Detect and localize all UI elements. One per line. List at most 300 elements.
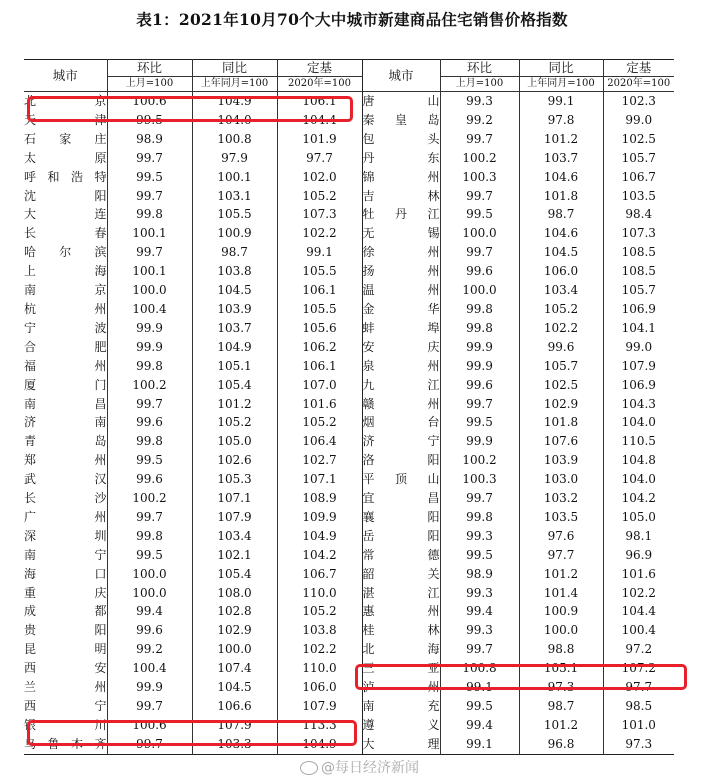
cell-mom-right: 100.3 xyxy=(440,470,519,489)
cell-fixed-left: 106.7 xyxy=(277,565,362,584)
cell-mom-left: 100.1 xyxy=(107,224,192,243)
cell-mom-right: 99.5 xyxy=(440,546,519,565)
cell-city-right: 金 华 xyxy=(362,300,440,319)
cell-mom-left: 99.5 xyxy=(107,111,192,130)
cell-mom-right: 99.6 xyxy=(440,262,519,281)
cell-yoy-left: 103.9 xyxy=(192,300,277,319)
header-yoy-left: 同比 xyxy=(192,60,277,77)
cell-yoy-right: 101.2 xyxy=(519,130,603,149)
cell-fixed-left: 101.6 xyxy=(277,395,362,414)
cell-fixed-right: 104.4 xyxy=(603,602,674,621)
cell-mom-right: 98.9 xyxy=(440,565,519,584)
cell-city-left: 郑 州 xyxy=(24,453,107,468)
cell-mom-right: 99.7 xyxy=(440,489,519,508)
table-row xyxy=(24,130,674,149)
header-city-left: 城市 xyxy=(24,60,107,92)
table-row xyxy=(24,451,674,470)
cell-city-left: 贵 阳 xyxy=(24,623,107,638)
cell-city-left: 西 宁 xyxy=(24,699,107,713)
cell-fixed-left: 102.2 xyxy=(277,224,362,243)
cell-city-right: 南 充 xyxy=(362,697,440,716)
cell-mom-right: 99.1 xyxy=(440,678,519,697)
cell-mom-right: 99.3 xyxy=(440,621,519,640)
cell-yoy-right: 100.9 xyxy=(519,602,603,621)
cell-yoy-right: 104.6 xyxy=(519,168,603,187)
cell-fixed-right: 97.3 xyxy=(603,735,674,754)
cell-city-right: 大 理 xyxy=(362,735,440,754)
cell-city-left: 兰 州 xyxy=(24,680,107,695)
cell-city-left: 哈尔滨 xyxy=(24,245,107,260)
cell-mom-left: 99.9 xyxy=(107,338,192,357)
cell-fixed-left: 110.0 xyxy=(277,584,362,603)
cell-fixed-left: 107.0 xyxy=(277,376,362,395)
cell-yoy-right: 97.8 xyxy=(519,111,603,130)
cell-mom-right: 99.4 xyxy=(440,716,519,735)
cell-mom-right: 100.2 xyxy=(440,451,519,470)
cell-city-right: 泸 州 xyxy=(362,678,440,697)
table-row xyxy=(24,338,674,357)
cell-yoy-left: 106.6 xyxy=(192,697,277,716)
cell-city-left: 福 州 xyxy=(24,358,107,373)
cell-city-left: 呼和浩特 xyxy=(24,169,107,184)
table-row xyxy=(24,395,674,414)
cell-fixed-left: 102.7 xyxy=(277,451,362,470)
cell-city-right: 三 亚 xyxy=(362,659,440,678)
cell-city-left: 杭 州 xyxy=(24,301,107,316)
cell-mom-left: 100.2 xyxy=(107,376,192,395)
cell-mom-left: 99.8 xyxy=(107,357,192,376)
cell-fixed-right: 110.5 xyxy=(603,432,674,451)
header-city-right: 城市 xyxy=(362,60,440,92)
cell-city-right: 常 德 xyxy=(362,546,440,565)
cell-mom-right: 99.8 xyxy=(440,319,519,338)
cell-fixed-right: 102.3 xyxy=(603,92,674,111)
cell-fixed-left: 105.5 xyxy=(277,262,362,281)
cell-fixed-left: 106.0 xyxy=(277,678,362,697)
cell-mom-right: 99.7 xyxy=(440,130,519,149)
cell-mom-right: 99.3 xyxy=(440,92,519,111)
table-row xyxy=(24,262,674,281)
cell-mom-left: 99.7 xyxy=(107,735,192,754)
cell-city-left: 石家庄 xyxy=(24,131,107,146)
cell-yoy-left: 103.1 xyxy=(192,187,277,206)
cell-city-right: 宜 昌 xyxy=(362,489,440,508)
cell-city-left: 沈 阳 xyxy=(24,188,107,203)
cell-yoy-right: 103.5 xyxy=(519,508,603,527)
cell-city-right: 洛 阳 xyxy=(362,451,440,470)
cell-city-left: 南 宁 xyxy=(24,547,107,562)
cell-yoy-right: 103.9 xyxy=(519,451,603,470)
cell-mom-left: 99.9 xyxy=(107,678,192,697)
cell-mom-left: 99.6 xyxy=(107,470,192,489)
table-row xyxy=(24,168,674,187)
cell-yoy-right: 99.1 xyxy=(519,92,603,111)
table-row xyxy=(24,489,674,508)
cell-city-right: 温 州 xyxy=(362,281,440,300)
cell-fixed-right: 107.3 xyxy=(603,224,674,243)
subheader-fixed-right: 2020年=100 xyxy=(603,77,674,92)
cell-city-right: 济 宁 xyxy=(362,432,440,451)
cell-mom-right: 100.0 xyxy=(440,224,519,243)
cell-mom-left: 99.5 xyxy=(107,168,192,187)
cell-fixed-right: 108.5 xyxy=(603,262,674,281)
cell-fixed-left: 107.3 xyxy=(277,205,362,224)
cell-mom-left: 99.7 xyxy=(107,149,192,168)
cell-fixed-left: 109.9 xyxy=(277,508,362,527)
cell-yoy-right: 102.2 xyxy=(519,319,603,338)
table-row xyxy=(24,470,674,489)
table-row xyxy=(24,205,674,224)
cell-mom-right: 100.3 xyxy=(440,168,519,187)
cell-city-left: 青 岛 xyxy=(24,434,107,449)
cell-fixed-right: 102.2 xyxy=(603,584,674,603)
cell-yoy-right: 102.5 xyxy=(519,376,603,395)
cell-yoy-right: 97.7 xyxy=(519,546,603,565)
cell-mom-right: 99.5 xyxy=(440,205,519,224)
cell-city-right: 丹 东 xyxy=(362,149,440,168)
cell-yoy-right: 100.0 xyxy=(519,621,603,640)
cell-fixed-right: 97.7 xyxy=(603,678,674,697)
table-row xyxy=(24,640,674,659)
cell-mom-left: 99.6 xyxy=(107,413,192,432)
subheader-fixed-left: 2020年=100 xyxy=(277,77,362,92)
cell-city-left: 武 汉 xyxy=(24,472,107,487)
cell-fixed-left: 110.0 xyxy=(277,659,362,678)
cell-fixed-left: 106.1 xyxy=(277,92,362,111)
cell-fixed-left: 107.9 xyxy=(277,697,362,716)
cell-yoy-left: 105.1 xyxy=(192,357,277,376)
cell-city-left: 宁 波 xyxy=(24,320,107,335)
cell-fixed-right: 99.0 xyxy=(603,111,674,130)
subheader-yoy-right: 上年同月=100 xyxy=(519,77,603,92)
table-row xyxy=(24,565,674,584)
cell-mom-right: 99.7 xyxy=(440,640,519,659)
cell-city-right: 遵 义 xyxy=(362,716,440,735)
cell-city-right: 九 江 xyxy=(362,376,440,395)
cell-city-right: 惠 州 xyxy=(362,602,440,621)
cell-yoy-right: 102.9 xyxy=(519,395,603,414)
cell-mom-left: 99.7 xyxy=(107,187,192,206)
cell-mom-right: 99.9 xyxy=(440,432,519,451)
cell-fixed-left: 107.1 xyxy=(277,470,362,489)
cell-mom-right: 100.2 xyxy=(440,149,519,168)
cell-yoy-right: 103.2 xyxy=(519,489,603,508)
table-row xyxy=(24,697,674,716)
cell-fixed-left: 106.1 xyxy=(277,281,362,300)
table-row xyxy=(24,432,674,451)
cell-yoy-left: 102.9 xyxy=(192,621,277,640)
cell-fixed-right: 103.5 xyxy=(603,187,674,206)
cell-city-left: 长 沙 xyxy=(24,491,107,506)
cell-yoy-left: 102.8 xyxy=(192,602,277,621)
cell-yoy-left: 104.9 xyxy=(192,338,277,357)
cell-yoy-left: 108.0 xyxy=(192,584,277,603)
cell-mom-left: 99.4 xyxy=(107,602,192,621)
cell-mom-left: 99.9 xyxy=(107,319,192,338)
cell-mom-left: 99.7 xyxy=(107,395,192,414)
cell-yoy-right: 101.4 xyxy=(519,584,603,603)
cell-yoy-right: 107.6 xyxy=(519,432,603,451)
cell-city-right: 无 锡 xyxy=(362,224,440,243)
cell-city-left: 太 原 xyxy=(24,150,107,165)
table-title: 表1：2021年10月70个大中城市新建商品住宅销售价格指数 xyxy=(136,10,568,29)
cell-fixed-left: 99.1 xyxy=(277,243,362,262)
cell-city-left: 银 川 xyxy=(24,717,107,732)
cell-city-left: 南 京 xyxy=(24,283,107,298)
watermark-text: @每日经济新闻 xyxy=(321,760,419,776)
cell-yoy-right: 103.4 xyxy=(519,281,603,300)
table-row xyxy=(24,376,674,395)
cell-city-right: 扬 州 xyxy=(362,262,440,281)
cell-city-left: 深 圳 xyxy=(24,528,107,543)
cell-city-right: 岳 阳 xyxy=(362,527,440,546)
cell-yoy-right: 98.7 xyxy=(519,205,603,224)
cell-mom-right: 99.5 xyxy=(440,697,519,716)
cell-mom-left: 99.6 xyxy=(107,621,192,640)
cell-city-left: 北 京 xyxy=(24,94,107,108)
cell-fixed-right: 96.9 xyxy=(603,546,674,565)
cell-fixed-right: 101.0 xyxy=(603,716,674,735)
cell-mom-right: 99.4 xyxy=(440,602,519,621)
cell-city-right: 平顶山 xyxy=(362,470,440,489)
cell-mom-left: 99.5 xyxy=(107,546,192,565)
cell-fixed-right: 98.4 xyxy=(603,205,674,224)
cell-yoy-right: 96.8 xyxy=(519,735,603,754)
cell-fixed-right: 102.5 xyxy=(603,130,674,149)
cell-mom-right: 99.2 xyxy=(440,111,519,130)
header-yoy-right: 同比 xyxy=(519,60,603,77)
cell-mom-left: 99.8 xyxy=(107,432,192,451)
cell-city-right: 赣 州 xyxy=(362,395,440,414)
cell-yoy-left: 103.4 xyxy=(192,527,277,546)
cell-yoy-left: 107.9 xyxy=(192,508,277,527)
cell-city-right: 吉 林 xyxy=(362,187,440,206)
header-fixed-right: 定基 xyxy=(603,60,674,77)
cell-fixed-left: 102.0 xyxy=(277,168,362,187)
cell-fixed-right: 104.1 xyxy=(603,319,674,338)
cell-mom-right: 99.7 xyxy=(440,243,519,262)
cell-yoy-left: 101.2 xyxy=(192,395,277,414)
cell-mom-left: 100.1 xyxy=(107,262,192,281)
cell-yoy-left: 105.0 xyxy=(192,432,277,451)
cell-mom-right: 99.9 xyxy=(440,357,519,376)
cell-fixed-left: 105.2 xyxy=(277,187,362,206)
cell-yoy-left: 105.4 xyxy=(192,565,277,584)
cell-city-right: 湛 江 xyxy=(362,584,440,603)
cell-yoy-left: 107.4 xyxy=(192,659,277,678)
cell-city-right: 秦皇岛 xyxy=(362,111,440,130)
cell-mom-right: 99.8 xyxy=(440,508,519,527)
cell-fixed-right: 98.5 xyxy=(603,697,674,716)
cell-fixed-left: 104.4 xyxy=(277,111,362,130)
cell-fixed-left: 106.1 xyxy=(277,357,362,376)
table-row xyxy=(24,659,674,678)
cell-mom-left: 100.6 xyxy=(107,716,192,735)
cell-yoy-left: 103.3 xyxy=(192,735,277,754)
watermark xyxy=(300,757,419,777)
cell-city-right: 唐 山 xyxy=(362,92,440,111)
cell-mom-left: 99.2 xyxy=(107,640,192,659)
cell-city-left: 长 春 xyxy=(24,226,107,241)
cell-yoy-left: 97.9 xyxy=(192,149,277,168)
cell-yoy-left: 104.5 xyxy=(192,281,277,300)
cell-yoy-left: 107.1 xyxy=(192,489,277,508)
cell-yoy-left: 102.1 xyxy=(192,546,277,565)
cell-yoy-left: 107.9 xyxy=(192,716,277,735)
cell-fixed-right: 105.0 xyxy=(603,508,674,527)
weibo-logo-icon xyxy=(300,761,318,775)
cell-city-right: 包 头 xyxy=(362,130,440,149)
table-row xyxy=(24,678,674,697)
cell-yoy-right: 98.7 xyxy=(519,697,603,716)
cell-fixed-left: 103.8 xyxy=(277,621,362,640)
cell-fixed-left: 104.9 xyxy=(277,527,362,546)
cell-yoy-left: 100.9 xyxy=(192,224,277,243)
table-row xyxy=(24,319,674,338)
cell-yoy-left: 100.1 xyxy=(192,168,277,187)
cell-fixed-left: 113.3 xyxy=(277,716,362,735)
table-row xyxy=(24,527,674,546)
cell-yoy-left: 105.4 xyxy=(192,376,277,395)
cell-mom-left: 99.8 xyxy=(107,205,192,224)
cell-fixed-left: 101.9 xyxy=(277,130,362,149)
cell-fixed-left: 105.5 xyxy=(277,300,362,319)
cell-city-left: 海 口 xyxy=(24,566,107,581)
cell-city-right: 牡丹江 xyxy=(362,205,440,224)
cell-mom-right: 100.0 xyxy=(440,281,519,300)
table-row xyxy=(24,413,674,432)
table-row xyxy=(24,546,674,565)
cell-city-left: 广 州 xyxy=(24,509,107,524)
cell-yoy-right: 106.0 xyxy=(519,262,603,281)
cell-mom-right: 99.6 xyxy=(440,376,519,395)
cell-yoy-left: 102.6 xyxy=(192,451,277,470)
cell-yoy-right: 103.0 xyxy=(519,470,603,489)
cell-yoy-right: 99.6 xyxy=(519,338,603,357)
cell-city-right: 蚌 埠 xyxy=(362,319,440,338)
table-body xyxy=(24,92,674,755)
cell-city-left: 合 肥 xyxy=(24,339,107,354)
cell-fixed-left: 105.6 xyxy=(277,319,362,338)
cell-yoy-left: 105.3 xyxy=(192,470,277,489)
cell-mom-right: 99.3 xyxy=(440,527,519,546)
subheader-yoy-left: 上年同月=100 xyxy=(192,77,277,92)
cell-mom-left: 100.2 xyxy=(107,489,192,508)
cell-city-left: 上 海 xyxy=(24,264,107,279)
cell-city-left: 西 安 xyxy=(24,661,107,676)
cell-city-right: 烟 台 xyxy=(362,413,440,432)
table-row xyxy=(24,149,674,168)
cell-fixed-right: 105.7 xyxy=(603,281,674,300)
cell-fixed-right: 108.5 xyxy=(603,243,674,262)
cell-yoy-right: 104.5 xyxy=(519,243,603,262)
table-row xyxy=(24,584,674,603)
cell-city-right: 锦 州 xyxy=(362,168,440,187)
subheader-mom-right: 上月=100 xyxy=(440,77,519,92)
cell-yoy-right: 98.8 xyxy=(519,640,603,659)
cell-city-left: 成 都 xyxy=(24,604,107,619)
cell-mom-left: 100.0 xyxy=(107,281,192,300)
cell-mom-left: 100.6 xyxy=(107,92,192,111)
cell-mom-left: 99.7 xyxy=(107,508,192,527)
cell-mom-left: 99.5 xyxy=(107,451,192,470)
header-fixed-left: 定基 xyxy=(277,60,362,77)
cell-city-left: 乌鲁木齐 xyxy=(24,736,107,751)
cell-mom-left: 100.0 xyxy=(107,565,192,584)
cell-fixed-right: 100.4 xyxy=(603,621,674,640)
cell-city-left: 南 昌 xyxy=(24,396,107,411)
cell-fixed-left: 105.2 xyxy=(277,413,362,432)
cell-fixed-right: 104.0 xyxy=(603,470,674,489)
cell-fixed-right: 106.7 xyxy=(603,168,674,187)
cell-yoy-left: 105.2 xyxy=(192,413,277,432)
subheader-mom-left: 上月=100 xyxy=(107,77,192,92)
cell-yoy-left: 105.5 xyxy=(192,205,277,224)
cell-mom-right: 99.3 xyxy=(440,584,519,603)
cell-yoy-right: 103.7 xyxy=(519,149,603,168)
cell-fixed-right: 104.8 xyxy=(603,451,674,470)
cell-city-left: 济 南 xyxy=(24,415,107,430)
table-row xyxy=(24,735,674,754)
cell-yoy-right: 101.8 xyxy=(519,413,603,432)
cell-fixed-right: 98.1 xyxy=(603,527,674,546)
cell-yoy-left: 104.5 xyxy=(192,678,277,697)
table-row xyxy=(24,224,674,243)
cell-yoy-right: 105.1 xyxy=(519,659,603,678)
cell-yoy-right: 101.8 xyxy=(519,187,603,206)
cell-city-left: 昆 明 xyxy=(24,642,107,657)
cell-fixed-right: 104.2 xyxy=(603,489,674,508)
cell-fixed-left: 104.2 xyxy=(277,546,362,565)
cell-mom-right: 99.7 xyxy=(440,187,519,206)
cell-mom-right: 99.7 xyxy=(440,395,519,414)
cell-yoy-right: 101.2 xyxy=(519,716,603,735)
cell-fixed-left: 108.9 xyxy=(277,489,362,508)
cell-city-right: 襄 阳 xyxy=(362,508,440,527)
table-row xyxy=(24,243,674,262)
cell-yoy-right: 105.7 xyxy=(519,357,603,376)
table-row xyxy=(24,111,674,130)
cell-yoy-left: 103.8 xyxy=(192,262,277,281)
cell-fixed-right: 106.9 xyxy=(603,376,674,395)
cell-fixed-left: 106.2 xyxy=(277,338,362,357)
cell-fixed-left: 102.2 xyxy=(277,640,362,659)
cell-fixed-right: 104.3 xyxy=(603,395,674,414)
cell-yoy-left: 98.7 xyxy=(192,243,277,262)
cell-city-right: 北 海 xyxy=(362,640,440,659)
cell-mom-left: 100.0 xyxy=(107,584,192,603)
table-row xyxy=(24,716,674,735)
header-mom-left: 环比 xyxy=(107,60,192,77)
cell-mom-right: 99.9 xyxy=(440,338,519,357)
header-mom-right: 环比 xyxy=(440,60,519,77)
cell-mom-left: 99.8 xyxy=(107,527,192,546)
cell-fixed-right: 106.9 xyxy=(603,300,674,319)
cell-yoy-right: 97.3 xyxy=(519,678,603,697)
cell-yoy-left: 100.0 xyxy=(192,640,277,659)
table-row xyxy=(24,621,674,640)
cell-city-left: 天 津 xyxy=(24,112,107,127)
cell-city-right: 桂 林 xyxy=(362,621,440,640)
cell-fixed-left: 97.7 xyxy=(277,149,362,168)
cell-mom-right: 99.1 xyxy=(440,735,519,754)
cell-city-left: 大 连 xyxy=(24,207,107,222)
cell-mom-right: 99.5 xyxy=(440,413,519,432)
cell-yoy-left: 103.7 xyxy=(192,319,277,338)
cell-yoy-left: 104.9 xyxy=(192,92,277,111)
cell-mom-left: 99.7 xyxy=(107,243,192,262)
cell-city-left: 重 庆 xyxy=(24,585,107,600)
